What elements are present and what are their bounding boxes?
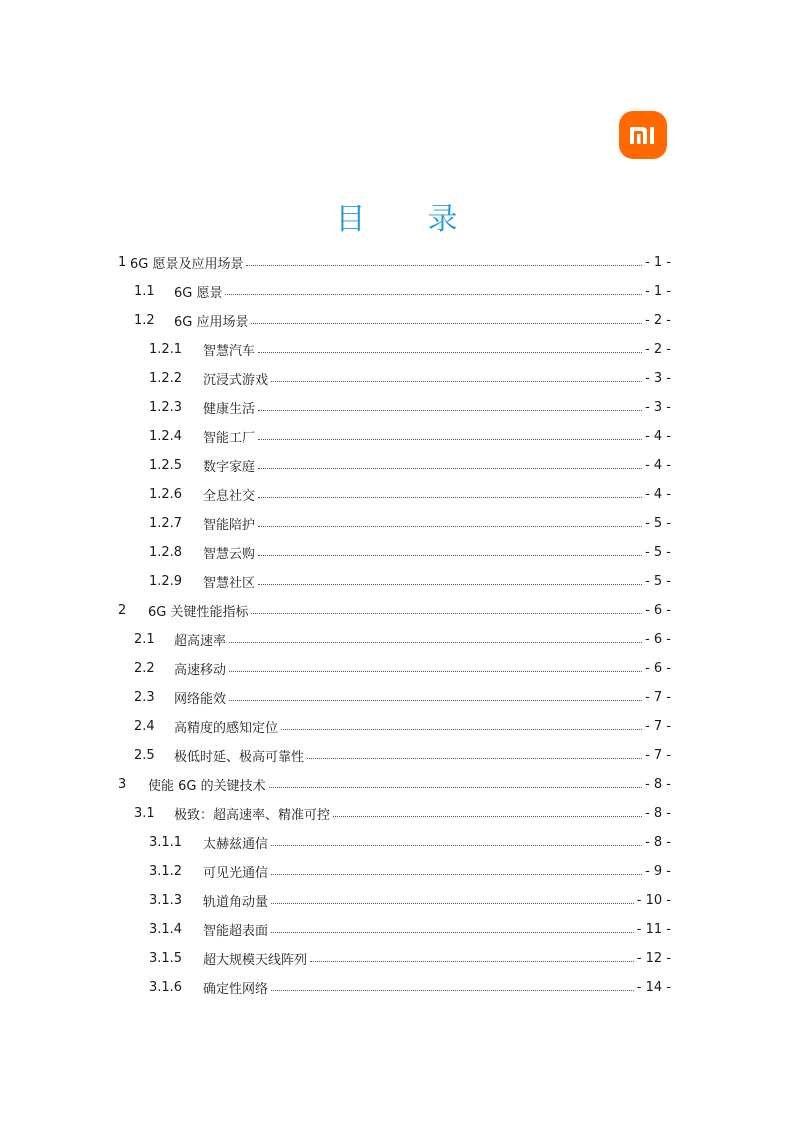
toc-entry[interactable] — [134, 799, 671, 827]
toc-entry[interactable] — [149, 364, 671, 392]
toc-page-number: - 3 - — [645, 399, 671, 415]
toc-entry[interactable] — [149, 480, 671, 508]
page-title: 目录 — [335, 202, 520, 237]
toc-page-number: - 6 - — [645, 631, 671, 647]
toc-page-number: - 4 - — [645, 428, 671, 444]
toc-entry-title: 全息社交 — [203, 488, 256, 504]
mi-glyph-icon — [628, 125, 658, 145]
toc-entry-number: 3.1.6 — [149, 979, 183, 995]
toc-entry-title: 智能工厂 — [203, 430, 256, 446]
toc-entry-number: 1.2.5 — [149, 457, 183, 473]
toc-entry-number: 1.2 — [134, 312, 155, 328]
toc-entry[interactable] — [118, 770, 671, 798]
toc-entry[interactable] — [149, 944, 671, 972]
toc-dot-leader — [271, 931, 634, 933]
toc-page-number: - 11 - — [636, 921, 671, 937]
toc-dot-leader — [269, 786, 642, 788]
toc-entry-title: 极致：超高速率、精准可控 — [174, 807, 331, 823]
toc-entry[interactable] — [134, 306, 671, 334]
toc-dot-leader — [229, 641, 642, 643]
toc-entry[interactable] — [134, 625, 671, 653]
toc-dot-leader — [333, 815, 642, 817]
toc-dot-leader — [229, 699, 642, 701]
toc-page-number: - 3 - — [645, 370, 671, 386]
toc-dot-leader — [271, 380, 642, 382]
toc-dot-leader — [271, 902, 634, 904]
toc-entry-number: 1.2.7 — [149, 515, 183, 531]
toc-dot-leader — [258, 554, 642, 556]
toc-entry-number: 3.1.1 — [149, 834, 183, 850]
toc-dot-leader — [258, 467, 642, 469]
toc-page-number: - 12 - — [636, 950, 671, 966]
toc-entry-title: 高精度的感知定位 — [174, 720, 279, 736]
toc-page-number: - 9 - — [645, 863, 671, 879]
toc-dot-leader — [258, 351, 642, 353]
toc-entry-title: 智慧社区 — [203, 575, 256, 591]
toc-entry-title: 沉浸式游戏 — [203, 372, 269, 388]
toc-entry-number: 1.2.6 — [149, 486, 183, 502]
toc-entry[interactable] — [149, 393, 671, 421]
toc-page-number: - 4 - — [645, 457, 671, 473]
toc-dot-leader — [271, 844, 642, 846]
toc-dot-leader — [225, 293, 642, 295]
toc-dot-leader — [271, 989, 634, 991]
toc-page-number: - 10 - — [636, 892, 671, 908]
toc-entry[interactable] — [149, 451, 671, 479]
toc-page-number: - 1 - — [645, 283, 671, 299]
toc-entry[interactable] — [149, 886, 671, 914]
toc-entry-number: 3.1.5 — [149, 950, 183, 966]
toc-entry-title: 智慧云购 — [203, 546, 256, 562]
toc-entry-number: 1.2.1 — [149, 341, 183, 357]
toc-entry-number: 2.5 — [134, 747, 155, 763]
toc-entry[interactable] — [134, 277, 671, 305]
toc-page-number: - 7 - — [645, 718, 671, 734]
toc-entry-title: 数字家庭 — [203, 459, 256, 475]
toc-entry[interactable] — [134, 654, 671, 682]
toc-entry[interactable] — [149, 509, 671, 537]
toc-page-number: - 7 - — [645, 689, 671, 705]
toc-entry-title: 确定性网络 — [203, 981, 269, 997]
toc-entry-number: 2.4 — [134, 718, 155, 734]
toc-entry-title: 太赫兹通信 — [203, 836, 269, 852]
toc-entry-number: 1.2.2 — [149, 370, 183, 386]
toc-entry-number: 2 — [118, 602, 127, 618]
toc-entry[interactable] — [149, 335, 671, 363]
toc-entry[interactable] — [149, 422, 671, 450]
toc-dot-leader — [281, 728, 642, 730]
toc-entry[interactable] — [149, 915, 671, 943]
toc-entry[interactable] — [134, 712, 671, 740]
toc-page-number: - 5 - — [645, 573, 671, 589]
toc-entry-number: 3 — [118, 776, 127, 792]
toc-dot-leader — [310, 960, 634, 962]
toc-dot-leader — [258, 409, 642, 411]
toc-entry-number: 3.1 — [134, 805, 155, 821]
toc-entry-number: 3.1.4 — [149, 921, 183, 937]
toc-entry-number: 1 — [118, 254, 127, 270]
toc-page-number: - 8 - — [645, 805, 671, 821]
toc-page-number: - 14 - — [636, 979, 671, 995]
toc-entry-title: 网络能效 — [174, 691, 227, 707]
toc-entry-title: 6G 愿景及应用场景 — [130, 256, 244, 272]
toc-page-number: - 2 - — [645, 312, 671, 328]
toc-dot-leader — [271, 873, 642, 875]
toc-dot-leader — [246, 264, 642, 266]
toc-entry[interactable] — [149, 538, 671, 566]
toc-page-number: - 8 - — [645, 834, 671, 850]
toc-page-number: - 1 - — [645, 254, 671, 270]
toc-entry-title: 可见光通信 — [203, 865, 269, 881]
toc-entry-title: 健康生活 — [203, 401, 256, 417]
toc-dot-leader — [251, 612, 642, 614]
toc-entry-number: 2.2 — [134, 660, 155, 676]
toc-dot-leader — [307, 757, 642, 759]
toc-entry-title: 高速移动 — [174, 662, 227, 678]
toc-entry-title: 智能陪护 — [203, 517, 256, 533]
toc-entry-number: 3.1.3 — [149, 892, 183, 908]
toc-entry-number: 1.2.8 — [149, 544, 183, 560]
toc-dot-leader — [251, 322, 642, 324]
toc-dot-leader — [258, 525, 642, 527]
toc-page-number: - 8 - — [645, 776, 671, 792]
toc-entry-title: 轨道角动量 — [203, 894, 269, 910]
toc-entry-number: 1.2.4 — [149, 428, 183, 444]
toc-entry-number: 3.1.2 — [149, 863, 183, 879]
toc-dot-leader — [258, 438, 642, 440]
toc-entry-title: 智慧汽车 — [203, 343, 256, 359]
toc-entry[interactable] — [118, 596, 671, 624]
toc-entry-title: 6G 愿景 — [174, 285, 223, 301]
toc-entry[interactable] — [134, 683, 671, 711]
toc-entry-number: 1.2.3 — [149, 399, 183, 415]
toc-entry-number: 1.1 — [134, 283, 155, 299]
toc-entry-title: 超高速率 — [174, 633, 227, 649]
toc-entry-title: 极低时延、极高可靠性 — [174, 749, 305, 765]
toc-page-number: - 7 - — [645, 747, 671, 763]
toc-entry[interactable] — [149, 857, 671, 885]
xiaomi-logo-icon — [619, 111, 667, 159]
toc-entry-title: 使能 6G 的关键技术 — [148, 778, 266, 794]
toc-entry[interactable] — [134, 741, 671, 769]
toc-page-number: - 2 - — [645, 341, 671, 357]
toc-page-number: - 6 - — [645, 602, 671, 618]
toc-page-number: - 4 - — [645, 486, 671, 502]
toc-page-number: - 5 - — [645, 544, 671, 560]
toc-entry-title: 6G 关键性能指标 — [148, 604, 249, 620]
toc-entry[interactable] — [149, 828, 671, 856]
toc-entry-number: 2.3 — [134, 689, 155, 705]
toc-dot-leader — [258, 496, 642, 498]
toc-entry[interactable] — [149, 973, 671, 1001]
toc-entry-number: 2.1 — [134, 631, 155, 647]
toc-entry-number: 1.2.9 — [149, 573, 183, 589]
toc-page-number: - 5 - — [645, 515, 671, 531]
toc-dot-leader — [258, 583, 642, 585]
toc-entry[interactable] — [149, 567, 671, 595]
toc-entry-title: 超大规模天线阵列 — [203, 952, 308, 968]
toc-dot-leader — [229, 670, 642, 672]
toc-page-number: - 6 - — [645, 660, 671, 676]
toc-entry-title: 智能超表面 — [203, 923, 269, 939]
toc-entry-title: 6G 应用场景 — [174, 314, 249, 330]
toc-entry[interactable] — [118, 248, 671, 276]
